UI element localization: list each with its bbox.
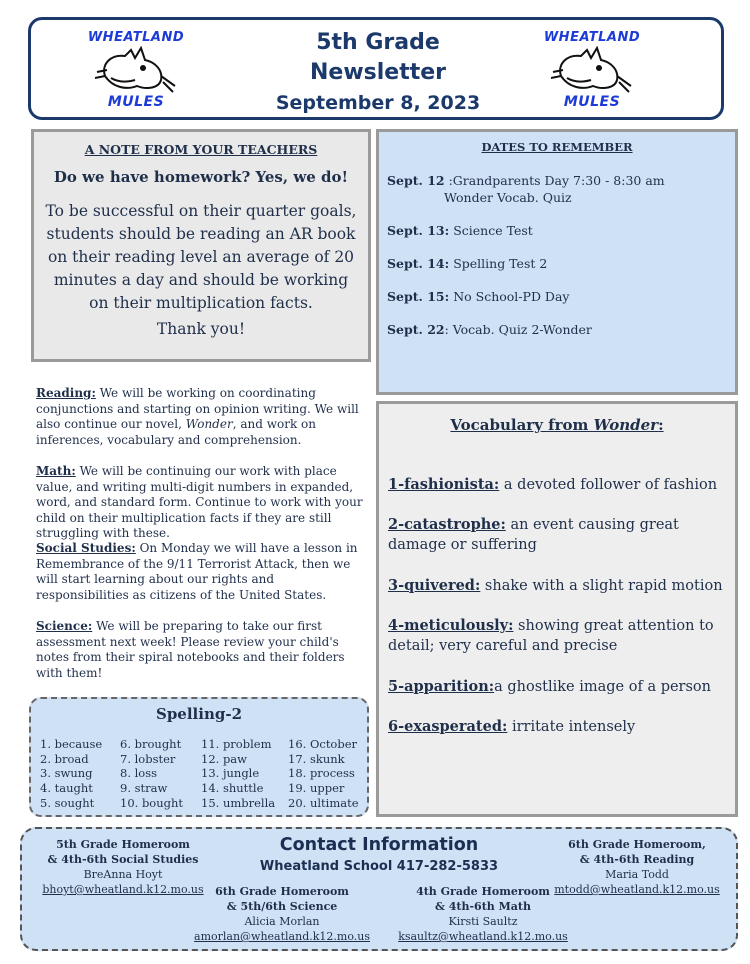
science-label: Science: <box>36 619 93 633</box>
contact-morlan <box>187 884 377 944</box>
spelling-column-3 <box>201 737 275 811</box>
logo-bottom-text: MULES <box>563 94 621 110</box>
logo-bottom-text: MULES <box>107 94 165 110</box>
spelling-word: 18. process <box>288 766 355 781</box>
date-label: Sept. 13: <box>387 223 450 238</box>
date-item <box>387 222 732 239</box>
contact-role: 6th Grade Homeroom, <box>568 838 706 851</box>
date-item <box>387 255 732 272</box>
logo-top-text: WHEATLAND <box>87 30 185 45</box>
vocab-term: 1-fashionista: <box>388 476 500 493</box>
spelling-column-2 <box>120 737 183 811</box>
date-label: Sept. 22 <box>387 322 445 337</box>
date-text: Grandparents Day 7:30 - 8:30 am <box>452 173 665 188</box>
date-text: Spelling Test 2 <box>453 256 548 271</box>
date-label: Sept. 15: <box>387 289 450 304</box>
contact-role: 6th Grade Homeroom <box>215 885 349 898</box>
contact-role: & 4th-6th Math <box>434 900 531 913</box>
date-item: Sept. 22: Vocab. Quiz 2-Wonder <box>387 322 592 337</box>
vocab-definition: irritate intensely <box>507 719 636 735</box>
vocab-term: 4-meticulously: <box>388 617 514 634</box>
contact-name: Maria Todd <box>605 868 669 881</box>
newsletter-title <box>241 28 515 118</box>
date-label: Sept. 14: <box>387 256 450 271</box>
contact-name: Kirsti Saultz <box>448 915 518 928</box>
school-phone: Wheatland School 417-282-5833 <box>259 859 499 874</box>
spelling-word: 4. taught <box>40 781 93 796</box>
spelling-heading: Spelling-2 <box>155 705 242 723</box>
date-text: Science Test <box>453 223 533 238</box>
newsletter-date: September 8, 2023 <box>275 92 481 114</box>
note-thanks: Thank you! <box>156 320 246 338</box>
spelling-word: 8. loss <box>120 766 158 781</box>
title-line-2: Newsletter <box>309 60 447 85</box>
spelling-word: 19. upper <box>288 781 345 796</box>
note-question: Do we have homework? Yes, we do! <box>53 168 349 186</box>
vocab-item <box>388 717 733 737</box>
vocabulary-box <box>376 401 738 817</box>
spelling-word: 10. bought <box>120 795 184 810</box>
vocab-item <box>388 576 733 596</box>
spelling-word: 2. broad <box>40 751 89 766</box>
contact-title: Contact Information <box>279 835 479 855</box>
vocab-definition: shake with a slight rapid motion <box>480 578 723 594</box>
date-text-2: Wonder Vocab. Quiz <box>444 190 572 205</box>
mule-icon <box>91 46 181 94</box>
spelling-word: 7. lobster <box>120 751 176 766</box>
vocab-item <box>388 677 733 697</box>
mules-logo-left <box>81 28 191 112</box>
teacher-note-box <box>31 129 371 362</box>
vocab-term: 2-catastrophe: <box>388 516 506 533</box>
spelling-word: 1. because <box>40 737 103 751</box>
note-body: To be successful on their quarter goals, students should be reading an AR book on their reading level an average of 20 minutes a day and should be working on their multiplication facts. <box>45 202 357 312</box>
math-paragraph: Math: We will be continuing our work with place value, and writing multi-digit numbers in expanded, word, and standard form. Continue to work with your child on their multiplication facts if they are still struggling with these. <box>36 464 363 540</box>
date-item: Sept. 12 :Grandparents Day 7:30 - 8:30 am Wonder Vocab. Quiz <box>387 172 732 206</box>
note-heading: A NOTE FROM YOUR TEACHERS <box>84 142 318 157</box>
mule-icon <box>547 46 637 94</box>
contact-role: & 5th/6th Science <box>226 900 338 913</box>
mules-logo-right <box>537 28 647 112</box>
contact-role: 5th Grade Homeroom <box>56 838 190 851</box>
contact-name: Alicia Morlan <box>244 915 320 928</box>
vocab-item <box>388 616 733 656</box>
vocab-definition: a devoted follower of fashion <box>499 477 718 493</box>
vocab-term: 3-quivered: <box>388 577 481 594</box>
spelling-word: 13. jungle <box>201 766 260 781</box>
contact-todd <box>542 837 732 897</box>
math-label: Math: <box>36 464 76 478</box>
contact-name: BreAnna Hoyt <box>83 868 163 881</box>
vocab-definition: showing great attention to detail; very careful and precise <box>388 618 714 654</box>
spelling-word: 14. shuttle <box>201 781 264 796</box>
vocab-term: 6-exasperated: <box>388 718 508 735</box>
date-text: Vocab. Quiz 2-Wonder <box>452 322 592 337</box>
spelling-column-1 <box>40 737 102 811</box>
spelling-word: 15. umbrella <box>201 795 276 810</box>
contact-email-link[interactable]: bhoyt@wheatland.k12.mo.us <box>42 883 204 896</box>
dates-heading: DATES TO REMEMBER <box>481 140 633 154</box>
spelling-column-4 <box>288 737 359 811</box>
spelling-word: 9. straw <box>120 781 168 796</box>
spelling-word: 11. problem <box>201 737 272 751</box>
spelling-word: 17. skunk <box>288 751 345 766</box>
vocab-definition: an event causing great damage or suffering <box>388 517 679 553</box>
spelling-box <box>29 697 369 817</box>
vocab-item <box>388 515 733 555</box>
dates-box <box>376 129 738 395</box>
vocabulary-heading: Vocabulary from Wonder: <box>450 416 664 434</box>
spelling-word: 5. sought <box>40 795 95 810</box>
title-line-1: 5th Grade <box>316 30 440 55</box>
contact-role: & 4th-6th Reading <box>579 853 695 866</box>
social-studies-paragraph: Social Studies: On Monday we will have a lesson in Remembrance of the 9/11 Terrorist Attack, then we will start learning about our rights and responsibilities as citizens of the United States. <box>36 541 358 602</box>
reading-paragraph: Reading: We will be working on coordinating conjunctions and starting on opinion writing. We will also continue our novel, Wonder, and work on inferences, vocabulary and comprehension. <box>36 386 359 447</box>
spelling-word: 20. ultimate <box>288 795 359 810</box>
vocab-item <box>388 475 733 495</box>
contact-email-link[interactable]: ksaultz@wheatland.k12.mo.us <box>398 930 568 943</box>
vocab-term: 5-apparition: <box>388 678 495 695</box>
date-item <box>387 288 732 305</box>
contact-box <box>20 827 738 951</box>
contact-role: & 4th-6th Social Studies <box>47 853 199 866</box>
spelling-word: 3. swung <box>40 766 93 781</box>
newsletter-header <box>28 17 724 120</box>
spelling-word: 12. paw <box>201 751 248 766</box>
contact-role: 4th Grade Homeroom <box>416 885 550 898</box>
vocab-definition: a ghostlike image of a person <box>494 679 712 695</box>
reading-label: Reading: <box>36 386 96 400</box>
contact-email-link[interactable]: amorlan@wheatland.k12.mo.us <box>194 930 370 943</box>
date-label: Sept. 12 <box>387 173 445 188</box>
spelling-word: 16. October <box>288 737 358 751</box>
spelling-word: 6. brought <box>120 737 182 751</box>
social-studies-label: Social Studies: <box>36 541 136 555</box>
logo-top-text: WHEATLAND <box>543 30 641 45</box>
date-text: No School-PD Day <box>453 289 570 304</box>
contact-email-link[interactable]: mtodd@wheatland.k12.mo.us <box>554 883 720 896</box>
science-paragraph: Science: We will be preparing to take our first assessment next week! Please review your child's notes from their spiral notebooks and their folders with them! <box>36 619 345 680</box>
